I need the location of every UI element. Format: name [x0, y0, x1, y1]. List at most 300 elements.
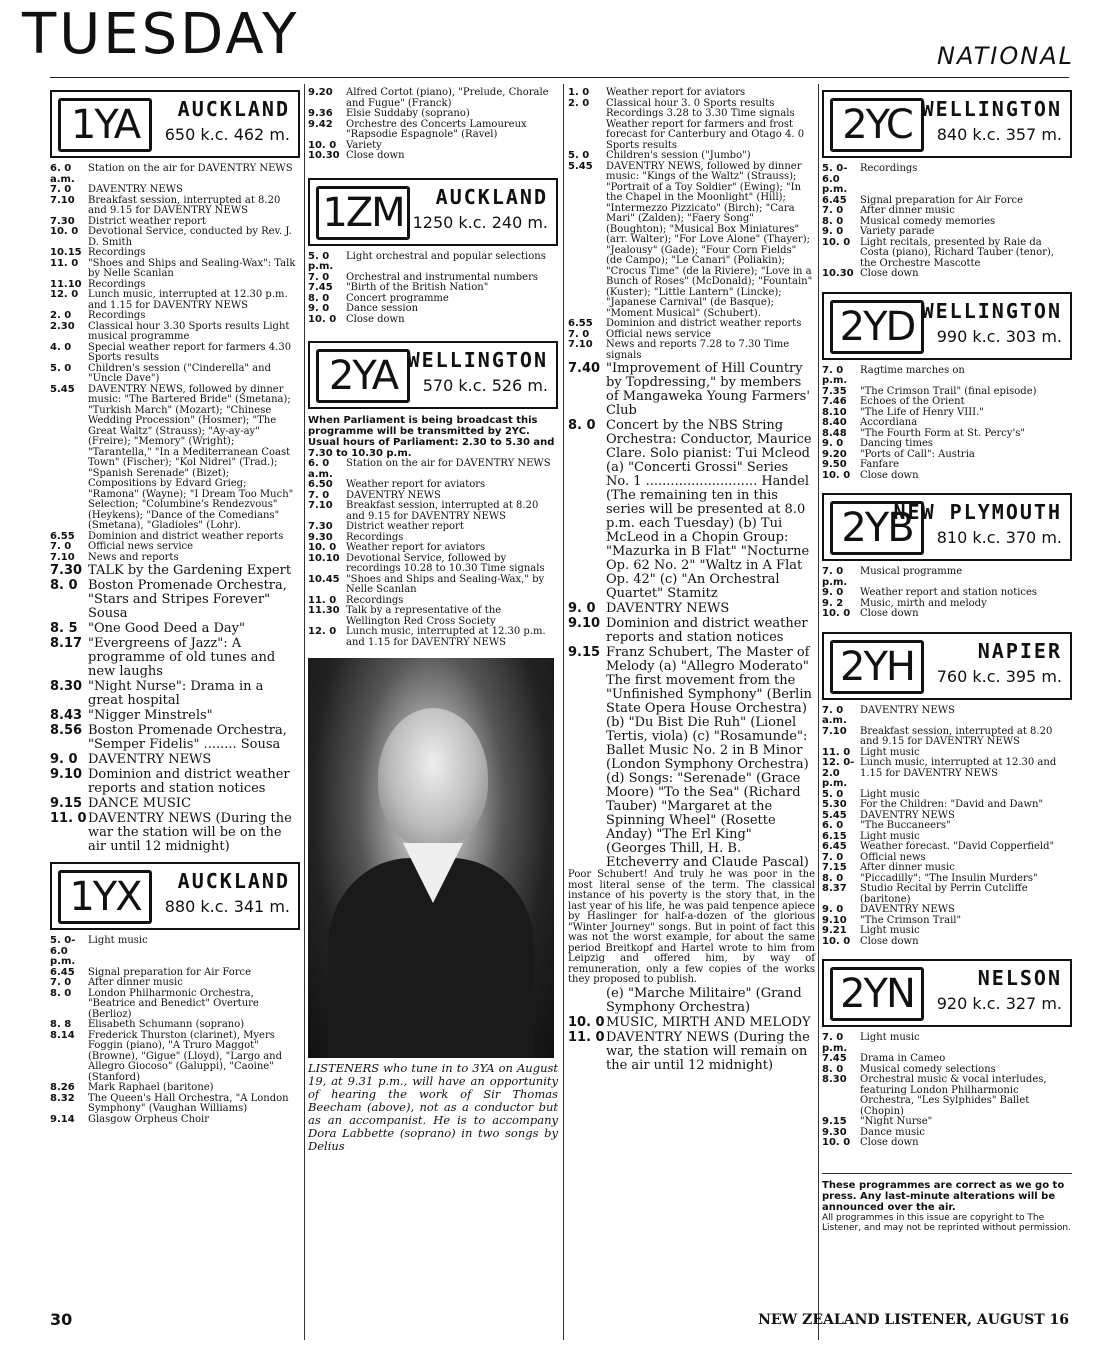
entry-description: "The Buccaneers": [860, 820, 951, 831]
programme-entry: [50, 227, 300, 248]
programme-entry: [822, 1033, 1072, 1054]
entry-time: 11. 0: [50, 811, 87, 826]
entry-description: Franz Schubert, The Master of Melody (a) "Allegro Moderato" The first movement from the "Unfinished Symphony" (Berlin State Opera House Orchestra) (b) "Du Bist Die Ruh" (Lionel Tertis, viola) (c) "Rosamunde": Ballet Music No. 2 in B Minor (London Symphony Orchestra) (d) Songs: "Serenade" (Grace Moore) "To the Sea" (Richard Tauber) "Margaret at the Spinning Wheel" (Rosette Anday) "The Erl King" (Georges Thill, H. B. Etcheverry and Claude Pascal): [606, 645, 812, 870]
entry-description: "Night Nurse": [860, 1116, 933, 1127]
entry-time: 2. 0: [50, 310, 72, 321]
entry-time: 12. 0: [50, 289, 79, 300]
entry-description: Elsie Suddaby (soprano): [346, 108, 470, 119]
top-rule: [50, 77, 1069, 78]
station-logo: 2YA: [316, 349, 410, 403]
entry-description: Dance session: [346, 303, 419, 314]
entry-description: District weather report: [88, 215, 206, 227]
entry-description: DAVENTRY NEWS: [88, 752, 212, 767]
entry-time: 9.30: [308, 531, 333, 543]
programme-list: [822, 567, 1072, 620]
station-frequency: 810 k.c. 370 m.: [936, 528, 1062, 547]
programme-entry: [568, 99, 815, 152]
entry-description: Recordings: [88, 310, 146, 321]
column-2: [308, 88, 558, 1153]
entry-description: District weather report: [346, 521, 464, 532]
station-logo: 2YH: [830, 640, 924, 694]
schubert-paragraph: Poor Schubert! And truly he was poor in the most literal sense of the term. The classical instance of his poverty is the story that, in the last year of his life, he was paid tenpence apiece by Haslinger for half-a-dozen of the glorious "Winter Journey" songs. But in point of fact this was not the worst example, for about the same period Breitkopf and Hartel wrote to him from Leipzig and offered him, by way of remuneration, only a few copies of the works they proposed to publish.: [568, 869, 815, 985]
entry-time: 9.10: [568, 616, 601, 631]
programme-entry: [308, 627, 558, 648]
entry-description: Echoes of the Orient: [860, 396, 965, 407]
entry-time: 9. 0: [822, 226, 844, 237]
programme-entry: [50, 290, 300, 311]
entry-time: 9.10: [50, 767, 83, 782]
entry-description: Light music: [860, 1032, 920, 1043]
programme-entry: [50, 1031, 300, 1084]
entry-time: 8.30: [50, 679, 83, 694]
programme-entry: [50, 1094, 300, 1115]
entry-description: DAVENTRY NEWS: [346, 489, 441, 501]
entry-time: 7.45: [308, 282, 333, 293]
entry-description: Talk by a representative of the Wellington Red Cross Society: [346, 605, 502, 627]
programme-entry: [822, 238, 1072, 270]
entry-time: 7. 0: [50, 541, 72, 552]
programme-entry: [50, 1083, 300, 1094]
programme-list: [50, 936, 300, 1125]
station-box-2yh: [822, 632, 1072, 700]
programme-entry: [822, 1054, 1072, 1065]
entry-time: 9.15: [568, 645, 601, 660]
entry-time: 7. 0: [50, 977, 72, 988]
entry-description: Children's session ("Cinderella" and "Uncle Dave"): [88, 362, 271, 384]
station-frequency: 880 k.c. 341 m.: [164, 897, 290, 916]
entry-time: 7.46: [822, 396, 847, 407]
entry-time: 6. 0 a.m.: [50, 163, 75, 185]
entry-time: 9.42: [308, 118, 333, 130]
entry-description: Weather report for aviators: [346, 479, 486, 490]
programme-list: [568, 88, 815, 361]
programme-entry: [822, 706, 1072, 727]
programme-list: [822, 706, 1072, 948]
entry-time: 7. 0 p.m.: [822, 364, 848, 386]
entry-time: 9.20: [822, 448, 847, 460]
entry-time: 8.30: [822, 1074, 847, 1085]
programme-list: [50, 564, 300, 854]
programme-entry: [822, 418, 1072, 429]
entry-description: Musical programme: [860, 566, 963, 577]
column-1: [50, 88, 300, 1125]
entry-time: 6. 0 a.m.: [308, 458, 333, 480]
entry-description: Boston Promenade Orchestra, "Stars and Stripes Forever" Sousa: [88, 578, 287, 621]
entry-description: Station on the air for DAVENTRY NEWS: [88, 163, 293, 174]
entry-time: 7.45: [822, 1053, 847, 1064]
programme-entry: [568, 1016, 815, 1030]
entry-description: DANCE MUSIC: [88, 796, 192, 811]
entry-description: Official news: [860, 851, 926, 863]
programme-entry: [308, 283, 558, 294]
programme-entry: [50, 978, 300, 989]
station-logo: 1YX: [58, 870, 152, 924]
programme-entry: [822, 800, 1072, 811]
station-city: AUCKLAND: [177, 97, 290, 121]
programme-entry: [50, 542, 300, 553]
entry-time: 9.50: [822, 459, 847, 470]
station-frequency: 840 k.c. 357 m.: [936, 125, 1062, 144]
programme-entry: [308, 480, 558, 491]
station-city: NAPIER: [977, 638, 1062, 663]
programme-list: [822, 164, 1072, 280]
entry-time: 6.50: [308, 479, 333, 490]
entry-time: 7. 0: [822, 851, 844, 863]
station-box-1ya: [50, 90, 300, 158]
station-frequency: 1250 k.c. 240 m.: [412, 212, 548, 232]
entry-description: Lunch music, interrupted at 12.30 p.m. and 1.15 for DAVENTRY NEWS: [88, 289, 288, 311]
entry-description: Weather report for aviators: [606, 87, 746, 98]
station-logo: 2YB: [830, 501, 924, 555]
column-3: [568, 88, 815, 1073]
programme-entry: [308, 252, 558, 273]
entry-time: 6.45: [50, 966, 75, 978]
programme-entry: [822, 863, 1072, 874]
programme-entry: [568, 602, 815, 616]
programme-list: [822, 1033, 1072, 1149]
entry-description: Dominion and district weather reports: [606, 318, 802, 329]
entry-time: 1. 0: [568, 87, 590, 98]
programme-entry: [822, 269, 1072, 280]
station-frequency: 650 k.c. 462 m.: [164, 125, 290, 144]
entry-description: Official news service: [606, 328, 712, 340]
entry-description: "Shoes and Ships and Sealing-Wax": Talk by Nelle Scanlan: [88, 257, 296, 279]
entry-time: 9. 0: [568, 601, 596, 616]
entry-description: Orchestre des Concerts Lamoureux "Rapsodie Espagnole" (Ravel): [346, 118, 527, 140]
programme-list: [568, 362, 815, 870]
programme-entry: [568, 151, 815, 162]
programme-entry: [50, 768, 300, 796]
programme-list: [308, 88, 558, 162]
entry-time: 8.17: [50, 636, 83, 651]
entry-time: 8.26: [50, 1082, 75, 1093]
photo-face: [378, 708, 488, 848]
entry-time: 10. 0: [822, 1137, 851, 1148]
programme-entry: [568, 617, 815, 645]
entry-description: Boston Promenade Orchestra, "Semper Fidelis" ........ Sousa: [88, 723, 287, 752]
photo-caption: LISTENERS who tune in to 3YA on August 19, at 9.31 p.m., will have an opportunity of hearing the work of Sir Thomas Beecham (above), not as a conductor but as an accompanist. He is to accompany Dora Labbette (soprano) in two songs by Delius: [308, 1061, 558, 1153]
entry-time: 10.10: [308, 552, 340, 564]
entry-description: Orchestral and instrumental numbers: [346, 271, 538, 283]
entry-description: Frederick Thurston (clarinet), Myers Foggin (piano), "A Truro Maggot" (Browne), "Gigue" (Lloyd), "Largo and Allegro Giocoso" (Galuppi), "Caoine" (Stanford): [88, 1029, 283, 1083]
entry-description: "One Good Deed a Day": [88, 621, 245, 636]
entry-time: 8.32: [50, 1092, 75, 1104]
publication-footer: NEW ZEALAND LISTENER, AUGUST 16: [758, 1312, 1069, 1328]
programme-entry: [50, 385, 300, 532]
programme-entry: [50, 311, 300, 322]
entry-time: 5. 0 p.m.: [308, 250, 334, 272]
entry-time: 12. 0: [308, 626, 337, 637]
programme-entry: [568, 88, 815, 99]
column-4: [822, 88, 1072, 1233]
entry-time: 7.30: [308, 521, 333, 532]
programme-entry: [822, 1138, 1072, 1149]
programme-entry: [822, 460, 1072, 471]
station-city: WELLINGTON: [921, 298, 1062, 323]
entry-time: 10.15: [50, 247, 82, 258]
programme-entry: [308, 459, 558, 480]
entry-time: 4. 0: [50, 341, 72, 353]
entry-description: Ragtime marches on: [860, 364, 965, 376]
entry-time: 6.45: [822, 194, 847, 206]
programme-entry: [822, 567, 1072, 588]
programme-entry: [50, 196, 300, 217]
station-city: NELSON: [977, 966, 1062, 990]
network-heading: NATIONAL: [937, 42, 1074, 70]
programme-entry: [822, 164, 1072, 196]
entry-description: London Philharmonic Orchestra, "Beatrice and Benedict" Overture (Berlioz): [88, 987, 259, 1020]
entry-description: Elisabeth Schumann (soprano): [88, 1019, 245, 1030]
entry-description: Light music: [860, 830, 920, 842]
parliament-note: When Parliament is being broadcast this programme will be transmitted by 2YC. Usual hours of Parliament: 2.30 to 5.30 and 7.30 to 10.30 p.m.: [308, 415, 555, 459]
programme-entry: [50, 797, 300, 811]
programme-entry: [822, 821, 1072, 832]
station-logo: 2YC: [830, 98, 924, 152]
entry-description: Dancing times: [860, 438, 933, 449]
entry-description: Close down: [860, 1137, 919, 1148]
programme-entry: [568, 362, 815, 418]
programme-entry: [568, 319, 815, 330]
programme-entry: [568, 987, 815, 1015]
programme-entry: [822, 609, 1072, 620]
entry-description: DAVENTRY NEWS: [860, 904, 955, 915]
entry-description: "Birth of the British Nation": [346, 282, 489, 293]
entry-description: Musical comedy selections: [860, 1063, 996, 1075]
entry-description: MUSIC, MIRTH AND MELODY: [606, 1014, 811, 1030]
entry-description: Recordings: [346, 531, 404, 543]
column-divider: [563, 84, 564, 1340]
programme-entry: [822, 588, 1072, 599]
entry-description: Close down: [346, 313, 405, 325]
programme-entry: [308, 304, 558, 315]
entry-description: Light orchestral and popular selections: [346, 250, 546, 262]
entry-time: 5.45: [50, 383, 75, 395]
entry-time: 8. 8: [50, 1019, 72, 1030]
programme-entry: [822, 1117, 1072, 1128]
entry-time: 7.10: [822, 725, 847, 737]
entry-description: Variety parade: [860, 226, 935, 237]
entry-time: 7. 0: [822, 205, 844, 216]
entry-description: "Night Nurse": Drama in a great hospital: [88, 679, 264, 708]
entry-description: Dominion and district weather reports and station notices: [606, 616, 808, 645]
station-city: WELLINGTON: [407, 348, 548, 372]
programme-entry: [50, 248, 300, 259]
entry-description: News and reports 7.28 to 7.30 Time signals: [606, 339, 790, 361]
entry-description: Breakfast session, interrupted at 8.20 and 9.15 for DAVENTRY NEWS: [860, 725, 1053, 747]
programme-entry: [822, 439, 1072, 450]
station-box-2yn: [822, 959, 1072, 1027]
entry-time: 9. 0: [822, 904, 844, 915]
entry-description: "The Crimson Trail": [860, 914, 962, 926]
entry-time: 10. 0: [308, 542, 337, 553]
entry-time: 7. 0 p.m.: [822, 566, 848, 588]
entry-time: 6.15: [822, 830, 847, 842]
entry-time: 7. 0: [50, 184, 72, 195]
programme-entry: [50, 343, 300, 364]
entry-time: 8.43: [50, 708, 83, 723]
entry-time: 8. 0: [308, 292, 330, 304]
entry-time: 8. 0: [568, 418, 596, 433]
programme-entry: [568, 1031, 815, 1073]
programme-entry: [308, 575, 558, 596]
entry-description: "Ports of Call": Austria: [860, 448, 975, 460]
entry-time: 9.20: [308, 87, 333, 98]
programme-entry: [50, 680, 300, 708]
entry-time: 8.40: [822, 417, 847, 428]
entry-description: Lunch music, interrupted at 12.30 p.m. and 1.15 for DAVENTRY NEWS: [346, 626, 546, 648]
entry-description: DAVENTRY NEWS (During the war, the station will remain on the air until 12 midnight): [606, 1029, 810, 1073]
programme-entry: [50, 936, 300, 968]
entry-time: 7.30: [50, 563, 83, 578]
entry-description: Recordings: [346, 594, 404, 606]
entry-time: 11. 0: [568, 1029, 605, 1045]
entry-description: Light music: [88, 935, 148, 946]
entry-description: "The Fourth Form at St. Percy's": [860, 427, 1026, 439]
entry-time: 8.48: [822, 427, 847, 439]
entry-description: "Nigger Minstrels": [88, 708, 213, 723]
programme-entry: [308, 543, 558, 554]
entry-time: 7. 0: [308, 489, 330, 501]
programme-entry: [822, 206, 1072, 217]
entry-time: 8.10: [822, 406, 847, 418]
entry-description: Light music: [860, 788, 920, 800]
entry-description: Official news service: [88, 541, 194, 552]
programme-entry: [50, 364, 300, 385]
station-city: WELLINGTON: [921, 97, 1062, 121]
entry-description: Close down: [860, 608, 919, 619]
entry-description: Classical hour 3.30 Sports results Light musical programme: [88, 320, 290, 342]
station-box-2yc: [822, 90, 1072, 158]
entry-time: 10. 0: [568, 1014, 605, 1030]
entry-time: 9. 0: [822, 587, 844, 598]
entry-time: 9. 0: [308, 303, 330, 314]
entry-time: [568, 987, 606, 1015]
entry-description: Devotional Service, conducted by Rev. J. D. Smith: [88, 226, 292, 248]
programme-entry: [822, 884, 1072, 905]
entry-description: "Evergreens of Jazz": A programme of old tunes and new laughs: [88, 636, 276, 679]
programme-entry: [822, 937, 1072, 948]
programme-entry: [50, 579, 300, 621]
programme-entry: [822, 905, 1072, 916]
programme-entry: [308, 109, 558, 120]
entry-time: 9.15: [822, 1116, 847, 1127]
programme-entry: [50, 259, 300, 280]
entry-time: 7.30: [50, 215, 75, 227]
entry-time: 7.10: [568, 339, 593, 350]
entry-time: 8. 5: [50, 621, 78, 636]
programme-entry: [308, 501, 558, 522]
station-frequency: 760 k.c. 395 m.: [936, 666, 1062, 686]
entry-time: 7.10: [50, 194, 75, 206]
entry-description: Signal preparation for Air Force: [88, 966, 252, 978]
entry-time: 9. 0: [50, 752, 78, 767]
entry-description: Dance music: [860, 1126, 925, 1138]
entry-time: 8. 0: [50, 987, 72, 999]
programme-entry: [822, 926, 1072, 937]
programme-entry: [50, 753, 300, 767]
entry-description: For the Children: "David and Dawn": [860, 799, 1044, 810]
station-logo: 1ZM: [316, 186, 410, 240]
programme-list: [50, 164, 300, 563]
entry-time: 10. 0: [822, 236, 851, 248]
entry-description: Orchestral music & vocal interludes, featuring London Philharmonic Orchestra, "Les Sylphides" Ballet (Chopin): [860, 1074, 1047, 1117]
programme-entry: [822, 758, 1072, 790]
entry-time: 12. 0-2.0 p.m.: [822, 757, 855, 789]
programme-entry: [308, 151, 558, 162]
entry-time: 6.45: [822, 841, 847, 852]
station-frequency: 920 k.c. 327 m.: [936, 994, 1062, 1013]
entry-description: Dominion and district weather reports: [88, 530, 284, 542]
entry-time: 7.10: [50, 551, 75, 563]
entry-time: 10. 0: [822, 608, 851, 619]
entry-description: "Shoes and Ships and Sealing-Wax," by Nelle Scanlan: [346, 573, 545, 595]
programme-entry: [568, 419, 815, 601]
entry-description: "Improvement of Hill Country by Topdressing," by members of Mangaweka Young Farmers' Club: [606, 361, 810, 418]
entry-time: 2.30: [50, 320, 75, 332]
entry-description: DAVENTRY NEWS, followed by dinner music: "Kings of the Waltz" (Strauss); "Portrait of a Toy Soldier" (Ewing); "In the Chapel in the Moonlight" (Hill); "Intermezzo Pizzicato" (Birch); "Cara Mari" (Zalden); "Faery Song" (Boughton); "Musical Box Miniatures" (arr. Walter); "For Love Alone" (Thayer); "Jealousy" (Gade); "Four Corn Fields" (de Campo); "Le Canari" (Poliakin); "Crocus Time" (de la Riviere); "Love in a Bunch of Roses" (McDonald); "Fountain" (Kuster); "Little Lantern" (Lincke); "Japanese Carnival" (de Basque); "Moment Musical" (Schubert).: [606, 160, 813, 319]
programme-entry: [308, 606, 558, 627]
entry-description: Close down: [346, 150, 405, 161]
entry-description: After dinner music: [88, 977, 183, 988]
entry-description: Close down: [860, 268, 919, 279]
programme-entry: [308, 88, 558, 109]
programme-entry: [308, 554, 558, 575]
entry-time: 11.30: [308, 605, 340, 616]
entry-description: Recordings: [860, 163, 918, 174]
entry-description: Accordiana: [860, 417, 918, 428]
entry-time: 5. 0: [50, 362, 72, 374]
entry-time: 7. 0 a.m.: [822, 704, 847, 726]
station-frequency: 990 k.c. 303 m.: [936, 326, 1062, 346]
entry-description: DAVENTRY NEWS: [860, 809, 955, 821]
entry-description: Light recitals, presented by Raie da Costa (piano), Richard Tauber (tenor), the Orchestre Mascotte: [860, 236, 1054, 269]
station-city: NEW PLYMOUTH: [893, 500, 1062, 524]
entry-description: Glasgow Orpheus Choir: [88, 1113, 210, 1125]
programme-entry: [50, 637, 300, 679]
entry-time: 6.55: [50, 530, 75, 542]
entry-description: Light music: [860, 925, 920, 936]
programme-entry: [822, 471, 1072, 482]
entry-description: (e) "Marche Militaire" (Grand Symphony Orchestra): [606, 985, 802, 1015]
programme-entry: [822, 227, 1072, 238]
entry-description: DAVENTRY NEWS: [88, 184, 183, 195]
programme-entry: [50, 724, 300, 752]
entry-time: 10. 0: [308, 313, 337, 325]
entry-time: 11. 0: [822, 746, 851, 758]
entry-time: 11. 0: [308, 594, 337, 606]
entry-description: Mark Raphael (baritone): [88, 1082, 214, 1093]
entry-description: DAVENTRY NEWS, followed by dinner music: "The Bartered Bride" (Smetana); "Turkish March" (Mozart); "Chinese Wedding Procession" (Hosmer); "The Great Waltz" (Strauss); "Ay-ay-ay" (Freire); "Memory" (Wright); "Tarantella," "In a Mediterranean Coast Town" (Fischer); "Kol Nidrei" (Trad.); "Spanish Serenade" (Bizet); Compositions by Edvard Grieg; "Ramona" (Wayne); "I Dream Too Much" Selection; "Columbine's Rendezvous" (Heykens); "Dance of the Comedians" (Smetana), "Gladioles" (Lohr).: [88, 383, 294, 531]
entry-description: Breakfast session, interrupted at 8.20 and 9.15 for DAVENTRY NEWS: [346, 500, 539, 522]
entry-description: "The Life of Henry VIII.": [860, 406, 984, 418]
entry-time: 9.15: [50, 796, 83, 811]
copyright-note: All programmes in this issue are copyright to The Listener, and may not be reprinted without permission.: [822, 1212, 1071, 1233]
entry-description: Dominion and district weather reports and station notices: [88, 767, 290, 796]
entry-time: 11. 0: [50, 257, 79, 269]
correction-note: These programmes are correct as we go to press. Any last-minute alterations will be announced over the air.: [822, 1179, 1065, 1213]
entry-description: Music, mirth and melody: [860, 597, 987, 609]
entry-time: 5.45: [568, 160, 593, 172]
entry-description: DAVENTRY NEWS (During the war the station will be on the air until 12 midnight): [88, 811, 292, 854]
programme-list: [308, 252, 558, 326]
entry-time: 9.30: [822, 1126, 847, 1138]
programme-entry: [568, 646, 815, 870]
entry-time: 10. 0: [50, 226, 79, 237]
station-logo: 1YA: [58, 98, 152, 152]
entry-description: Weather report and station notices: [860, 587, 1038, 598]
programme-entry: [50, 185, 300, 196]
station-box-1zm: [308, 178, 558, 246]
